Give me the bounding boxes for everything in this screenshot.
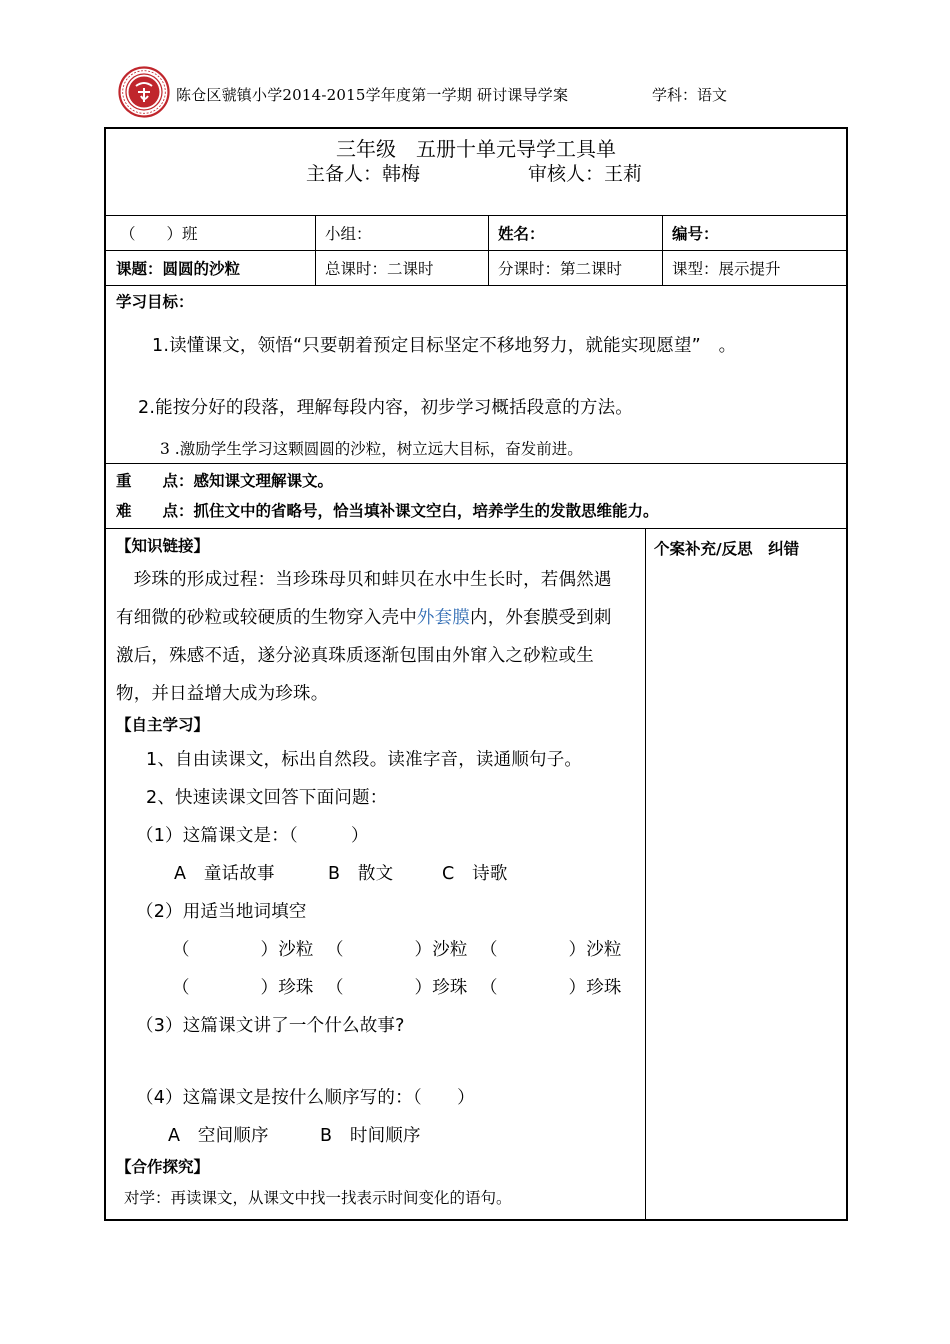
session-hours: 分课时：第二课时: [498, 260, 623, 278]
table-rule: [106, 215, 846, 216]
fill-blank: （ ）珍珠: [480, 978, 622, 998]
question-2-4: （4）这篇课文是按什么顺序写的：（ ）: [136, 1088, 475, 1108]
total-hours: 总课时：二课时: [325, 260, 434, 278]
question-2: 2、快速读课文回答下面问题：: [146, 788, 388, 808]
lesson-type: 课型：展示提升: [672, 260, 781, 278]
group-field: 小组：: [325, 225, 372, 243]
table-rule: [106, 463, 846, 464]
fill-blank: （ ）珍珠: [172, 978, 314, 998]
worksheet-table: [104, 127, 848, 1221]
lesson-topic: 课题：圆圆的沙粒: [116, 260, 241, 278]
header-subject: 学科：语文: [652, 86, 728, 104]
fill-blank: （ ）沙粒: [172, 940, 314, 960]
option: A 童话故事: [174, 864, 275, 884]
difficulty-point: 难 点：抓住文中的省略号，恰当填补课文空白，培养学生的发散思维能力。: [116, 502, 659, 520]
question-1: 1、自由读课文，标出自然段。读准字音，读通顺句子。: [146, 750, 583, 770]
reviewer: 审核人：王莉: [528, 163, 643, 185]
name-field: 姓名：: [498, 225, 545, 243]
number-field: 编号：: [672, 225, 719, 243]
cooperation-heading: 【合作探究】: [116, 1158, 210, 1176]
objective-item: 2.能按分好的段落，理解每段内容，初步学习概括段意的方法。: [138, 398, 633, 418]
option: B 时间顺序: [320, 1126, 421, 1146]
header-title: 陈仓区虢镇小学2014-2015学年度第一学期 研讨课导学案: [176, 86, 569, 104]
fill-blank: （ ）珍珠: [326, 978, 468, 998]
table-rule: [645, 528, 646, 1221]
option: B 散文: [328, 864, 394, 884]
knowledge-line: 物，并日益增大成为珍珠。: [116, 684, 329, 704]
objectives-heading: 学习目标：: [116, 293, 194, 311]
fill-blank: （ ）沙粒: [480, 940, 622, 960]
knowledge-line: 珍珠的形成过程：当珍珠母贝和蚌贝在水中生长时，若偶然遇: [116, 570, 612, 590]
self-study-heading: 【自主学习】: [116, 716, 210, 734]
table-rule: [106, 528, 846, 529]
preparer: 主备人：韩梅: [306, 163, 421, 185]
option: C 诗歌: [442, 864, 508, 884]
reflection-column-heading: 个案补充/反思 纠错: [654, 540, 800, 558]
key-point: 重 点：感知课文理解课文。: [116, 472, 334, 490]
question-2-3: （3）这篇课文讲了一个什么故事?: [136, 1016, 405, 1036]
worksheet-title: 三年级 五册十单元导学工具单: [336, 137, 616, 161]
table-rule: [315, 215, 316, 285]
knowledge-line: 激后，殊感不适，遂分泌真珠质逐渐包围由外窜入之砂粒或生: [116, 646, 594, 666]
knowledge-text: 有细微的砂粒或较硬质的生物穿入壳中: [116, 608, 417, 628]
mantle-link[interactable]: 外套膜: [416, 608, 471, 628]
knowledge-text: 内，外套膜受到刺: [470, 608, 612, 628]
fill-blank: （ ）沙粒: [326, 940, 468, 960]
class-field: （ ）班: [120, 225, 198, 243]
question-2-1: （1）这篇课文是：（ ）: [136, 826, 369, 846]
knowledge-line: [116, 604, 612, 629]
page-header: [118, 66, 838, 120]
cooperation-line: 对学：再读课文，从课文中找一找表示时间变化的语句。: [124, 1189, 512, 1207]
table-rule: [106, 285, 846, 286]
question-2-2: （2）用适当地词填空: [136, 902, 307, 922]
table-rule: [488, 215, 489, 285]
table-rule: [662, 215, 663, 285]
knowledge-heading: 【知识链接】: [116, 537, 210, 555]
option: A 空间顺序: [168, 1126, 269, 1146]
table-rule: [106, 250, 846, 251]
objective-item: 3 .激励学生学习这颗圆圆的沙粒，树立远大目标，奋发前进。: [160, 440, 583, 458]
objective-item: 1.读懂课文，领悟“只要朝着预定目标坚定不移地努力，就能实现愿望” 。: [152, 336, 737, 356]
school-seal-icon: [118, 66, 170, 118]
